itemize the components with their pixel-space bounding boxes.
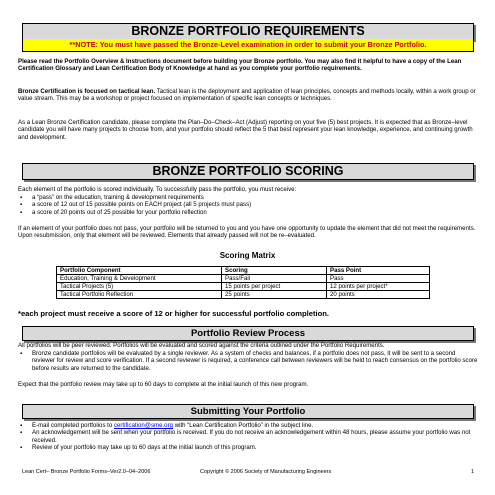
focus-paragraph xyxy=(18,88,480,103)
submit-text: E-mail completed portfolios to xyxy=(32,422,114,429)
submit-bullet: ▪ An acknowledgement will be sent when your portfolio is received. If you do not receive an acknowledgement within 48 hours, please assume your portfolio was not received. xyxy=(18,429,480,444)
exam-note: **NOTE: You must have passed the Bronze-Level examination in order to submit your Bronze Portfolio. xyxy=(22,39,474,52)
table-cell: Tactical Projects (5) xyxy=(57,283,222,291)
table-cell: Pass/Fail xyxy=(222,275,327,283)
table-cell: 15 points per project xyxy=(222,283,327,291)
review-intro: All portfolios will be peer reviewed. Portfolios will be evaluated and scored against the criteria outlined under the Portfolio Requirements. xyxy=(18,342,385,349)
submit-title: Submitting Your Portfolio xyxy=(22,404,474,419)
table-cell: 12 points per project* xyxy=(327,283,430,291)
scoring-intro: Each element of the portfolio is scored individually. To successfully pass the portfolio, you must receive: xyxy=(18,186,297,193)
scoring-return-paragraph: If an element of your portfolio does not pass, your portfolio will be returned to you and you have one opportunity to update the element that did not meet the requirements. Upon resubmission, only that element will be reviewed. Elements that already passed will not be re–evaluated. xyxy=(18,225,476,240)
scoring-bullet: ▪ a score of 12 out of 15 possible points on EACH project (all 5 projects must pass) xyxy=(18,201,480,208)
email-link[interactable]: certification@sme.org xyxy=(113,422,173,429)
candidate-paragraph: As a Lean Bronze Certification candidate, please complete the Plan–Do–Check–Act (Adjust) reporting on your five (5) best projects. It is expected that as Bronze–level candidate you will have many projects to choose from, and your portfolio should reflect the 5 that best represent your lean knowledge, experience, and continuing growth and development. xyxy=(18,119,473,141)
matrix-title: Scoring Matrix xyxy=(219,251,276,260)
column-header: Scoring xyxy=(222,267,327,275)
review-expect-paragraph: Expect that the portfolio review may take up to 60 days to complete at the initial launch of this new program. xyxy=(18,381,309,388)
submit-bullet-list xyxy=(18,422,480,451)
scoring-matrix-table xyxy=(56,266,430,299)
table-cell: Pass xyxy=(327,275,430,283)
intro-paragraph: Please read the Portfolio Overview & Instructions document before building your Bronze portfolio. You may also find it helpful to have a copy of the Lean Certification Glossary and Lean Certification Body of Knowledge at hand as you complete your portfolio requirements. xyxy=(18,58,462,73)
table-row xyxy=(57,283,430,291)
table-cell: 25 points xyxy=(222,291,327,299)
submit-bullet: ▪ Review of your portfolio may take up to 60 days at the initial launch of this program. xyxy=(18,444,480,451)
table-header-row xyxy=(57,267,430,275)
table-cell: 20 points xyxy=(327,291,430,299)
table-row xyxy=(57,291,430,299)
scoring-bullet-list xyxy=(18,194,480,216)
page-title: BRONZE PORTFOLIO REQUIREMENTS xyxy=(22,23,474,40)
table-cell: Education, Training & Development xyxy=(57,275,222,283)
review-bullet-list xyxy=(18,350,480,372)
submit-bullet xyxy=(18,422,480,429)
scoring-bullet: ▪ a score of 20 points out of 25 possible for your portfolio reflection xyxy=(18,209,480,216)
scoring-bullet: ▪ a “pass” on the education, training & development requirements xyxy=(18,194,480,201)
scoring-title: BRONZE PORTFOLIO SCORING xyxy=(22,163,474,180)
table-cell: Tactical Portfolio Reflection xyxy=(57,291,222,299)
submit-text: with “Lean Certification Portfolio” in the subject line. xyxy=(173,422,314,429)
page-number: 1 xyxy=(471,469,475,475)
focus-bold: Bronze Certification is focused on tactical lean. xyxy=(18,88,156,95)
footer-copyright: Copyright © 2006 Society of Manufacturing Engineers xyxy=(200,469,332,475)
review-bullet: ▪ Bronze candidate portfolios will be evaluated by a single reviewer. As a system of checks and balances, if a portfolio does not pass, it will be sent to a second reviewer for review and score verification. If a second reviewer is required, a conference call between reviewers will be held to reach consensus on the portfolio score before results are returned to the candidate. xyxy=(18,350,480,372)
focus-text: Tactical lean is the deployment and application of lean principles, concepts and methods locally, within a work group or value stream. This may be a workshop or project focused on implementation of specific lean concepts or techniques. xyxy=(18,88,476,103)
column-header: Portfolio Component xyxy=(57,267,222,275)
footer-doc-id: Lean Cert– Bronze Portfolio Forms–Ver2.0–04–2006 xyxy=(22,469,151,475)
review-title: Portfolio Review Process xyxy=(22,326,474,341)
column-header: Pass Point xyxy=(327,267,430,275)
project-score-note: *each project must receive a score of 12 or higher for successful portfolio completion. xyxy=(18,309,330,318)
table-row xyxy=(57,275,430,283)
